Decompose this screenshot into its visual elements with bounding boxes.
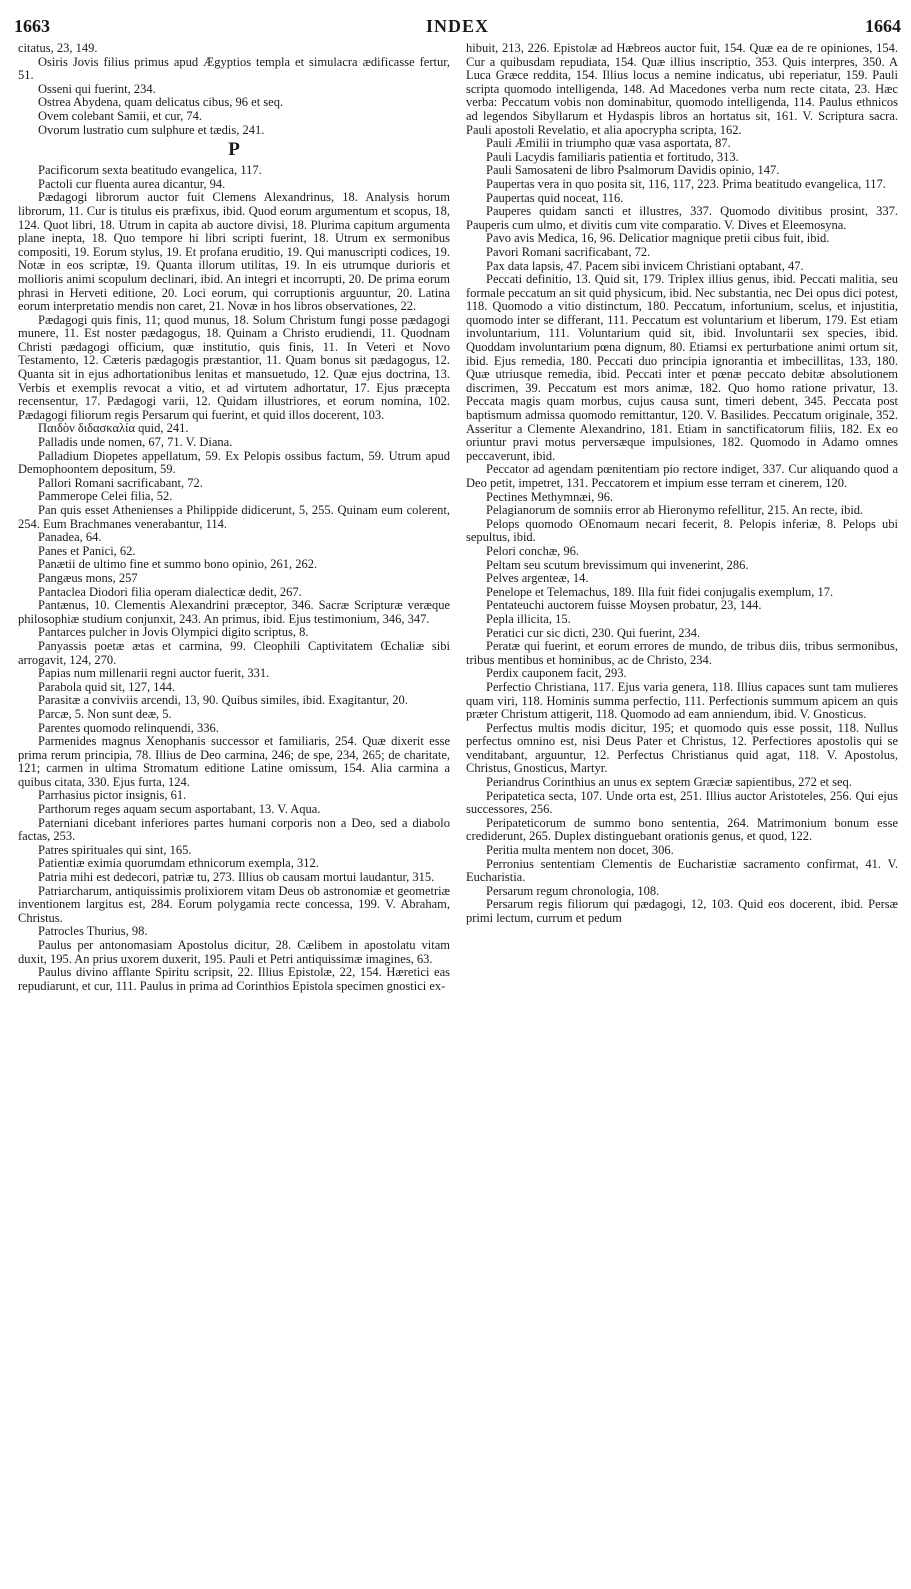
index-entry: Periandrus Corinthius an unus ex septem Græciæ sapientibus, 272 et seq. xyxy=(486,775,852,790)
index-entry: Parrhasius pictor insignis, 61. xyxy=(38,788,187,803)
index-entry: Peratici cur sic dicti, 230. Qui fuerint, 234. xyxy=(486,625,701,640)
page-header xyxy=(14,16,901,40)
index-entry: Ostrea Abydena, quam delicatus cibus, 96 et seq. xyxy=(38,95,284,110)
index-entry: Persarum regis filiorum qui pædagogi, 12, 103. Quid eos docerent, ibid. Persæ primi lectum, currum et pedum xyxy=(466,897,898,925)
index-entry: Peltam seu scutum brevissimum qui invenerint, 286. xyxy=(486,557,749,572)
index-entry: Paulus divino afflante Spiritu scripsit, 22. Illius Epistolæ, 22, 154. Hæretici eas repudiarunt, et cur, 111. Paulus in prima ad Corinthios Epistola specimen gnostici ex- xyxy=(18,965,450,993)
index-entry: citatus, 23, 149. xyxy=(18,42,98,55)
index-entry: Penelope et Telemachus, 189. Illa fuit fidei conjugalis exemplum, 17. xyxy=(486,584,834,599)
index-entry: Pantænus, 10. Clementis Alexandrini præceptor, 346. Sacræ Scripturæ veræque philosophiæ studium conjunxit, 243. An primus, ibid. Ejus testimonium, 346, 347. xyxy=(18,598,450,626)
index-entry: Pallori Romani sacrificabant, 72. xyxy=(38,475,203,490)
index-entry: Paulus per antonomasiam Apostolus dicitur, 28. Cælibem in apostolatu vitam duxit, 195. An prius uxorem duxerit, 195. Pauli et Petri antiquissimæ imagines, 63. xyxy=(18,938,450,966)
index-entry: Patria mihi est dedecori, patriæ tu, 273. Illius ob causam mortui laudantur, 315. xyxy=(38,870,435,885)
index-entry: Peccati definitio, 13. Quid sit, 179. Triplex illius genus, ibid. Peccati malitia, seu formale peccatum an sit quid physicum, ibid. Nec substantia, nec Dei opus dici potest, 118. Quomodo a vitio distinctum, 180. Peccatum, infortunium, scelus, et injustitia, quomodo inter se differant, 111. Peccatum est voluntarium et liberum, 179. Est etiam involuntarium, 111. Voluntarium quid sit, ibid. Involuntarii sex species, ibid. Quoddam involuntarium pœna dignum, 80. Etiamsi ex perturbatione animi ortum sit, ibid. Ejus remedia, 180. Peccati duo principia ignorantia et imbecillitas, 133, 180. Quæ utriusque remedia, ibid. Peccati inter et pœnæ peccato debitæ absolutionem discrimen, 39. Peccatum est mors animæ, 182. Quo homo ratione privatur, 13. Peccata magis quam morbus, cujus causa sunt, timeri debent, 345. Peccata post baptismum admissa quomodo remittantur, 120. V. Basilides. Peccatum originale, 352. Asseritur a Clemente Alexandrino, 181. Etiam in sanctificatorum filiis, 182. Ex eo oriuntur pravi motus perversæque impulsiones, 182. Quomodo in Adamo omnes peccaverunt, ibid. xyxy=(466,272,898,463)
index-entry: Pangæus mons, 257 xyxy=(38,570,138,585)
right-column xyxy=(466,42,898,1572)
index-entry: Osseni qui fuerint, 234. xyxy=(38,81,156,96)
index-entry: Perfectio Christiana, 117. Ejus varia genera, 118. Illius capaces sunt tam mulieres quam viri, 118. Hominis summa perfectio, 111. Perfectionis summum apicem an quis præter Christum attigerit, 118. Quomodo ad eam anniendum, ibid. V. Gnosticus. xyxy=(466,679,898,722)
index-entry: Peripateticorum de summo bono sententia, 264. Matrimonium bonum esse crediderunt, 265. Duplex distinguebant orationis genus, et quod, 122. xyxy=(466,815,898,844)
index-entry: Pavori Romani sacrificabant, 72. xyxy=(486,244,651,259)
index-entry: Paupertas vera in quo posita sit, 116, 117, 223. Prima beatitudo evangelica, 117. xyxy=(486,176,886,191)
index-entry: Paterniani dicebant inferiores partes humani corporis non a Deo, sed a diabolo factas, 253. xyxy=(18,815,450,844)
index-entry: Perdix cauponem facit, 293. xyxy=(486,666,627,681)
index-entry: Osiris Jovis filius primus apud Ægyptios templa et simulacra ædificasse fertur, 51. xyxy=(18,54,450,83)
index-entry: Pelves argenteæ, 14. xyxy=(486,571,589,586)
index-entry: Patriarcharum, antiquissimis prolixiorem vitam Deus ob astronomiæ et geometriæ inventionem largitus est, 284. Eorum polygamia recte concessa, 199. V. Abraham, Christus. xyxy=(18,883,450,925)
index-entry: Pelops quomodo OEnomaum necari fecerit, 8. Pelopis inferiæ, 8. Pelops ubi sepultus, ibid. xyxy=(466,516,898,545)
index-entry: Parasitæ a conviviis arcendi, 13, 90. Quibus similes, ibid. Exagitantur, 20. xyxy=(38,693,408,708)
index-entry: Papias num millenarii regni auctor fuerit, 331. xyxy=(38,666,270,681)
page-number-left: 1663 xyxy=(14,16,50,36)
index-entry: Pantarces pulcher in Jovis Olympici digito scriptus, 8. xyxy=(38,625,309,640)
index-entry: Palladis unde nomen, 67, 71. V. Diana. xyxy=(38,435,233,450)
index-entry: Pammerope Celei filia, 52. xyxy=(38,489,173,504)
section-letter: P xyxy=(228,139,240,161)
page-title: INDEX xyxy=(425,16,489,36)
index-entry: Parabola quid sit, 127, 144. xyxy=(38,679,176,694)
index-entry: Peripatetica secta, 107. Unde orta est, 251. Illius auctor Aristoteles, 256. Qui ejus successores, 256. xyxy=(466,788,898,817)
index-entry: Perronius sententiam Clementis de Eucharistiæ sacramento confirmat, 41. V. Eucharistia. xyxy=(466,856,898,885)
index-entry: Palladium Diopetes appellatum, 59. Ex Pelopis ossibus factum, 59. Utrum apud Demophoontem depositum, 59. xyxy=(18,448,450,477)
index-entry: Pantaclea Diodori filia operam dialecticæ dedit, 267. xyxy=(38,584,302,599)
index-entry: Pax data lapsis, 47. Pacem sibi invicem Christiani optabant, 47. xyxy=(486,258,804,273)
index-entry: Παιδὸν διδασκαλία quid, 241. xyxy=(38,421,189,436)
index-entry: Pauperes quidam sancti et illustres, 337. Quomodo divitibus prosint, 337. Pauperis cum ulmo, et divitis cum vite comparatio. V. Dives et Eleemosyna. xyxy=(466,204,898,232)
index-entry: Persarum regum chronologia, 108. xyxy=(486,883,660,898)
index-entry: Pædagogi librorum auctor fuit Clemens Alexandrinus, 18. Analysis horum librorum, 11. Cur is titulus eis præfixus, ibid. Quod eorum argumentum et scopus, 18, 124. Quot libri, 18. Utrum in capita ab auctore divisi, 18. Plurima capitum argumenta plane inepta, 18. Quo tempore hi libri scripti fuerint, 18. Utrum ex sermonibus compositi, 19. Eorum stylus, 19. Et profana eruditio, 19. Qui manuscripti codices, 19. Notæ in eos scriptæ, 19. Quanta illorum utilitas, 19. In eis utrumque durioris et mollioris animi scopulum declinari, ibid. An integri et incorrupti, 20. De prima eorum phrasi in Herveti editione, 20. Loci eorum, qui corruptionis arguuntur, 20. Latina eorum interpretatio mendis non caret, 21. Novæ in hos libros observationes, 22. xyxy=(18,190,450,314)
index-entry: Parentes quomodo relinquendi, 336. xyxy=(38,720,219,735)
index-entry: Perfectus multis modis dicitur, 195; et quomodo quis esse possit, 118. Nullus perfectus omnino est, nisi Deus Pater et Christus, 12. Perfectiores apostolis qui se venditabant, arguuntur, 12. Perfectus Christianus quid agat, 118. V. Apostolus, Christus, Gnosticus, Martyr. xyxy=(466,720,898,776)
index-entry: Pectines Methymnæi, 96. xyxy=(486,489,614,504)
index-entry: Pelagianorum de somniis error ab Hieronymo refellitur, 215. An recte, ibid. xyxy=(486,503,864,518)
index-entry: Pauli Samosateni de libro Psalmorum Davidis opinio, 147. xyxy=(486,163,780,178)
index-entry: Patrocles Thurius, 98. xyxy=(38,924,148,939)
index-entry: Patres spirituales qui sint, 165. xyxy=(38,842,192,857)
index-entry: Peritia multa mentem non docet, 306. xyxy=(486,843,674,858)
index-entry: Ovorum lustratio cum sulphure et tædis, 241. xyxy=(38,122,265,137)
index-entry: Pelori conchæ, 96. xyxy=(486,543,580,558)
index-entry: Pan quis esset Athenienses a Philippide didicerunt, 5, 255. Quinam eum colerent, 254. Eum Brachmanes venerabantur, 114. xyxy=(18,503,450,531)
index-entry: Patientiæ eximia quorumdam ethnicorum exempla, 312. xyxy=(38,856,319,871)
left-column xyxy=(18,42,450,1572)
index-entry: Peratæ qui fuerint, et eorum errores de mundo, de tribus diis, tribus sermonibus, tribus mentibus et hominibus, ac de Christo, 234. xyxy=(466,639,898,667)
index-entry: Pædagogi quis finis, 11; quod munus, 18. Solum Christum fungi posse pædagogi munere, 11. Est noster pædagogus, 18. Quinam a Christo erudiendi, 11. Quodnam Christi pædagogi officium, quæ institutio, quis finis, 11. In Veteri et Novo Testamento, 12. Cæteris pædagogis præstantior, 11. Quam bonus sit pædagogus, 12. Quanta sit in ejus adhortationibus lenitas et mansuetudo, 12. Quæ ejus doctrina, 13. Verbis et exemplis revocat a vitio, et ad virtutem adhortatur, 17. Ejus præcepta recensentur, 17. Pædagogi varii, 12. Quidam illustriores, et eorum nomina, 102. Pædagogi filiorum regis Persarum qui fuerint, et quid illos docerent, 103. xyxy=(18,312,450,422)
index-entry: Pactoli cur fluenta aurea dicantur, 94. xyxy=(38,176,226,191)
index-entry: Pacificorum sexta beatitudo evangelica, 117. xyxy=(38,163,262,178)
index-entry: Panætii de ultimo fine et summo bono opinio, 261, 262. xyxy=(38,557,318,572)
index-entry: Parcæ, 5. Non sunt deæ, 5. xyxy=(38,706,172,721)
index-entry: Pavo avis Medica, 16, 96. Delicatior magnique pretii cibus fuit, ibid. xyxy=(486,231,830,246)
index-entry: Ovem colebant Samii, et cur, 74. xyxy=(38,108,203,123)
index-entry: Parthorum reges aquam secum asportabant, 13. V. Aqua. xyxy=(38,802,321,817)
page-number-right: 1664 xyxy=(865,16,901,36)
index-entry: Panadea, 64. xyxy=(38,530,102,545)
index-entry: Panyassis poetæ ætas et carmina, 99. Cleophili Captivitatem Œchaliæ sibi arrogavit, 124, 270. xyxy=(18,638,450,667)
index-entry: Pentateuchi auctorem fuisse Moysen probatur, 23, 144. xyxy=(486,598,762,613)
index-entry: Parmenides magnus Xenophanis successor et familiaris, 254. Quæ dixerit esse prima rerum principia, 78. Illius de Deo carmina, 246; de spe, 234, 265; de charitate, 121; carmen in ultima Stromatum editione Latine omissum, 154. Alia carmina a quibus citata, 330. Ejus furta, 124. xyxy=(18,734,450,789)
index-entry: Paupertas quid noceat, 116. xyxy=(486,190,624,205)
index-entry: Peccator ad agendam pœnitentiam pio rectore indiget, 337. Cur aliquando quod a Deo petit, impetret, 131. Peccatorem et impium esse terram et cinerem, 120. xyxy=(466,462,898,490)
index-entry: Panes et Panici, 62. xyxy=(38,543,136,558)
index-entry: Pauli Æmilii in triumpho quæ vasa asportata, 87. xyxy=(486,136,731,151)
index-entry: Pauli Lacydis familiaris patientia et fortitudo, 313. xyxy=(486,149,739,164)
index-entry: hibuit, 213, 226. Epistolæ ad Hæbreos auctor fuit, 154. Quæ ea de re opiniones, 154. Cur a quibusdam repudiata, 154. Quæ illius inscriptio, 353. Quis interpres, 350. A Luca Græce reddita, 154. Illius locus a nemine indicatus, ubi reperiatur, 159. Pauli scripta quomodo intelligenda, 148. Ad Macedones verba num recte citata, 23. Hæc verba: Peccatum vobis non dominabitur, quomodo intelligenda, 114. Paulus ethnicos ad legendos Sibyllarum et Hydaspis libros an hortatus sit, 161. V. Scriptura sacra. Pauli apostoli Revelatio, et alia apocrypha scripta, 162. xyxy=(466,42,898,137)
index-entry: Pepla illicita, 15. xyxy=(486,611,571,626)
